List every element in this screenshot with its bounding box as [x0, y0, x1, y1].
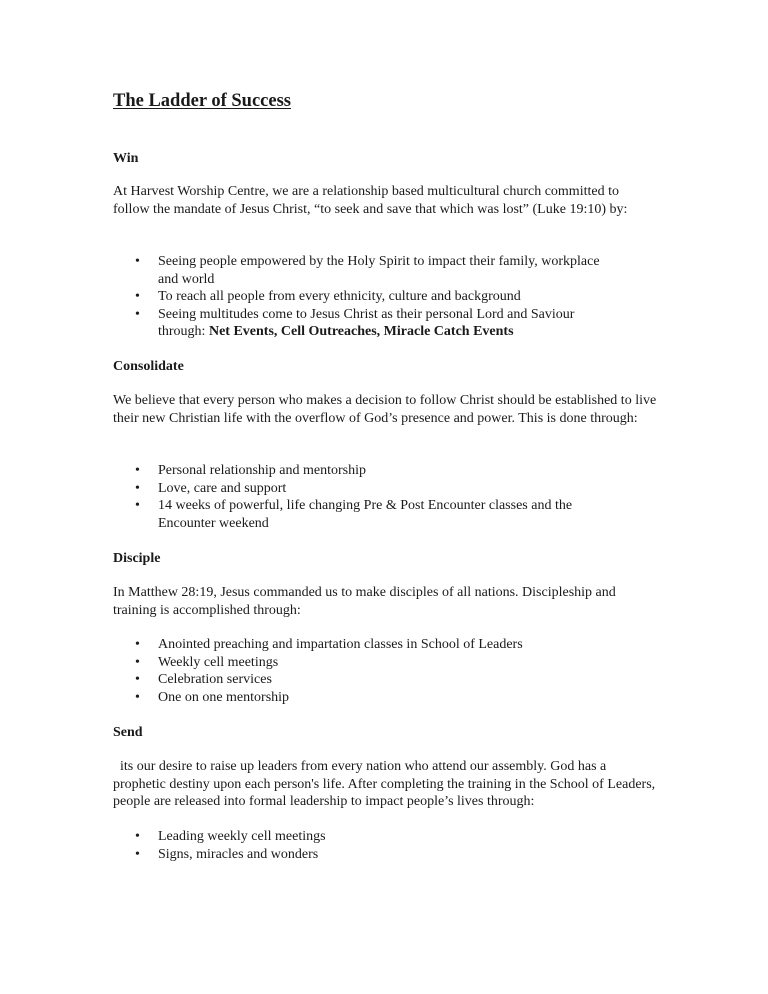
bullet-list-consolidate — [113, 462, 658, 532]
bullet-icon: • — [135, 846, 140, 862]
bullet-icon: • — [135, 289, 140, 304]
list-item-text: Personal relationship and mentorship — [158, 463, 367, 478]
section-paragraph-win: At Harvest Worship Centre, we are a relationship based multicultural church committed to follow the mandate of Jesus Christ, “to seek and save that which was lost” (Luke 19:10) by: — [113, 184, 628, 217]
list-item-text: Signs, miracles and wonders — [158, 846, 319, 862]
list-item-text: To reach all people from every ethnicity, culture and background — [158, 289, 521, 304]
list-item — [113, 462, 618, 480]
list-item — [113, 253, 618, 288]
section-heading-win: Win — [113, 151, 139, 166]
section-paragraph-disciple: In Matthew 28:19, Jesus commanded us to make disciples of all nations. Discipleship and training is accomplished through: — [113, 585, 616, 618]
list-item — [113, 654, 618, 672]
bullet-list-win — [113, 253, 658, 341]
bullet-icon: • — [135, 637, 140, 652]
list-item — [113, 480, 618, 498]
list-item-text: Leading weekly cell meetings — [158, 829, 326, 844]
bullet-icon: • — [135, 463, 140, 478]
list-item-text: Weekly cell meetings — [158, 654, 279, 670]
page-title: The Ladder of Success — [113, 91, 291, 111]
list-item — [113, 828, 618, 846]
section-heading-consolidate: Consolidate — [113, 359, 184, 374]
list-item — [113, 689, 618, 707]
list-item-bold-text: Net Events, Cell Outreaches, Miracle Catch Events — [208, 324, 514, 339]
list-item-text: One on one mentorship — [158, 689, 290, 705]
list-item-text: Love, care and support — [158, 480, 287, 496]
list-item — [113, 636, 618, 654]
list-item-text: Celebration services — [158, 672, 272, 687]
bullet-icon: • — [135, 480, 140, 496]
list-item — [113, 671, 618, 689]
section-paragraph-consolidate: We believe that every person who makes a decision to follow Christ should be established to live their new Christian life with the overflow of God’s presence and power. This is done through: — [113, 393, 657, 426]
list-item-text: Seeing people empowered by the Holy Spirit to impact their family, workplace and world — [158, 254, 600, 287]
bullet-icon: • — [135, 306, 140, 322]
list-item-text: Seeing multitudes come to Jesus Christ as their personal Lord and Saviour through: — [158, 306, 575, 339]
bullet-list-send — [113, 828, 658, 863]
bullet-list-disciple — [113, 636, 658, 706]
bullet-icon: • — [135, 829, 140, 844]
list-item — [113, 497, 618, 532]
bullet-icon: • — [135, 672, 140, 687]
list-item — [113, 846, 618, 864]
section-heading-send: Send — [113, 725, 143, 740]
list-item — [113, 306, 618, 341]
list-item-text: 14 weeks of powerful, life changing Pre & Post Encounter classes and the Encounter weekend — [158, 498, 573, 531]
list-item — [113, 288, 618, 306]
section-paragraph-send: its our desire to raise up leaders from every nation who attend our assembly. God has a prophetic destiny upon each person's life. After completing the training in the School of Leaders, people are released into formal leadership to impact people’s lives through: — [113, 759, 659, 809]
bullet-icon: • — [135, 254, 140, 269]
list-item-text: Anointed preaching and impartation classes in School of Leaders — [158, 637, 523, 652]
bullet-icon: • — [135, 498, 140, 513]
bullet-icon: • — [135, 654, 140, 670]
bullet-icon: • — [135, 689, 140, 705]
section-heading-disciple: Disciple — [113, 551, 161, 566]
